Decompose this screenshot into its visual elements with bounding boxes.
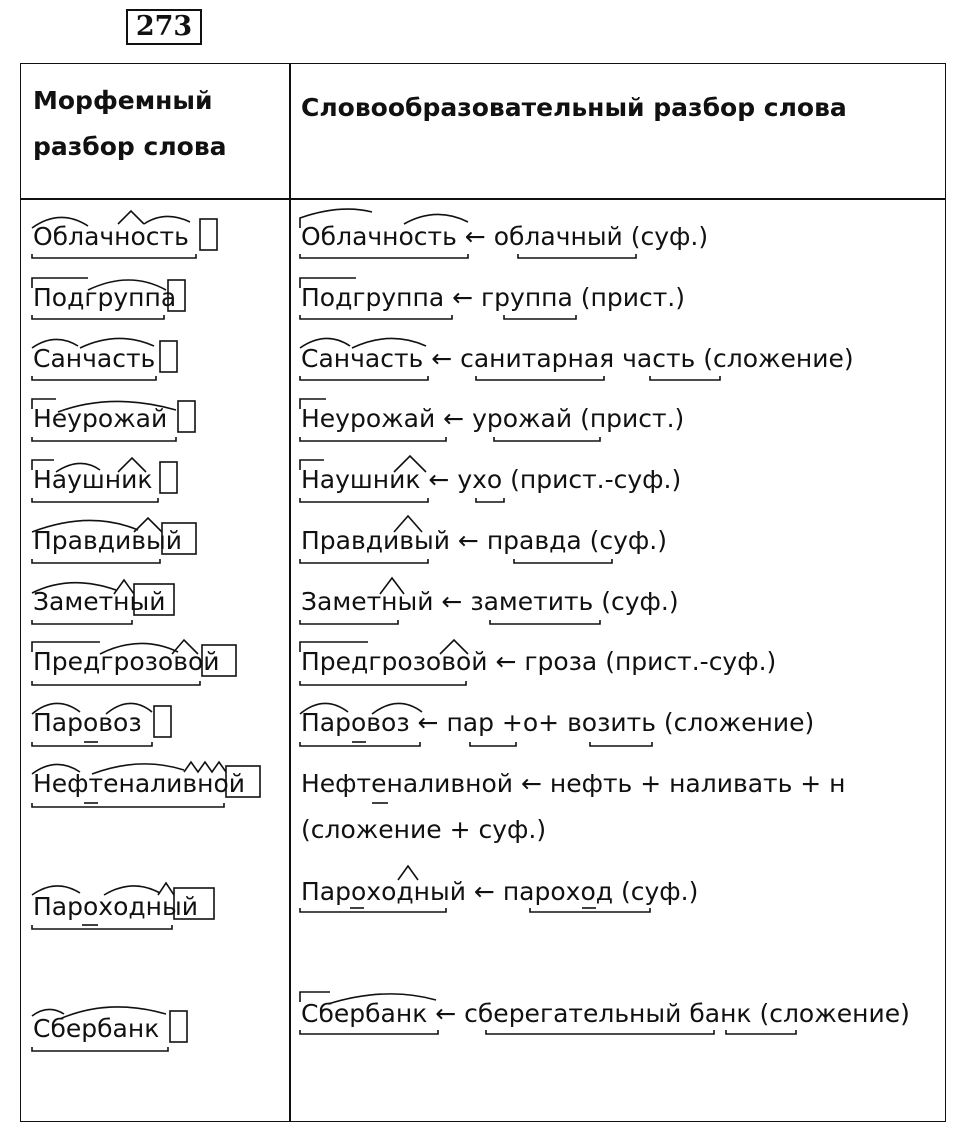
morpheme-table (20, 63, 946, 1122)
row-5-morpheme: Наушник (33, 465, 153, 494)
row-3-formation: Санчасть ← санитарная часть (сложение) (301, 344, 854, 373)
row-10-morpheme: Нефтеналивной (33, 769, 246, 798)
header-morpheme-analysis: Морфемный разбор слова (33, 86, 227, 161)
row-5-formation: Наушник ← ухо (прист.-суф.) (301, 465, 682, 494)
row-2-morpheme: Подгруппа (33, 283, 177, 312)
row-12-formation: Сбербанк ← сберегательный банк (сложение) (301, 999, 910, 1028)
column-divider (289, 64, 291, 1121)
row-11-formation: Пароходный ← пароход (суф.) (301, 877, 699, 906)
row-8-formation: Предгрозовой ← гроза (прист.-суф.) (301, 647, 777, 676)
row-11-morpheme: Пароходный (33, 892, 198, 921)
row-7-formation: Заметный ← заметить (суф.) (301, 587, 679, 616)
row-12-morpheme: Сбербанк (33, 1014, 160, 1043)
row-9-morpheme: Паровоз (33, 708, 142, 737)
row-7-morpheme: Заметный (33, 587, 166, 616)
header-divider (21, 198, 945, 200)
row-4-morpheme: Неурожай (33, 404, 168, 433)
row-4-formation: Неурожай ← урожай (прист.) (301, 404, 685, 433)
row-9-formation: Паровоз ← пар +о+ возить (сложение) (301, 708, 815, 737)
row-6-formation: Правдивый ← правда (суф.) (301, 526, 668, 555)
row-3-morpheme: Санчасть (33, 344, 156, 373)
task-number: 273 (126, 9, 202, 45)
header-word-formation-analysis: Словообразовательный разбор слова (301, 93, 847, 122)
row-1-formation: Облачность ← облачный (суф.) (301, 222, 709, 251)
row-8-morpheme: Предгрозовой (33, 647, 220, 676)
row-6-morpheme: Правдивый (33, 526, 182, 555)
row-1-morpheme: Облачность (33, 222, 189, 251)
row-10-formation: Нефтеналивной ← нефть + наливать + н (сложение + суф.) (301, 769, 846, 844)
row-2-formation: Подгруппа ← группа (прист.) (301, 283, 686, 312)
